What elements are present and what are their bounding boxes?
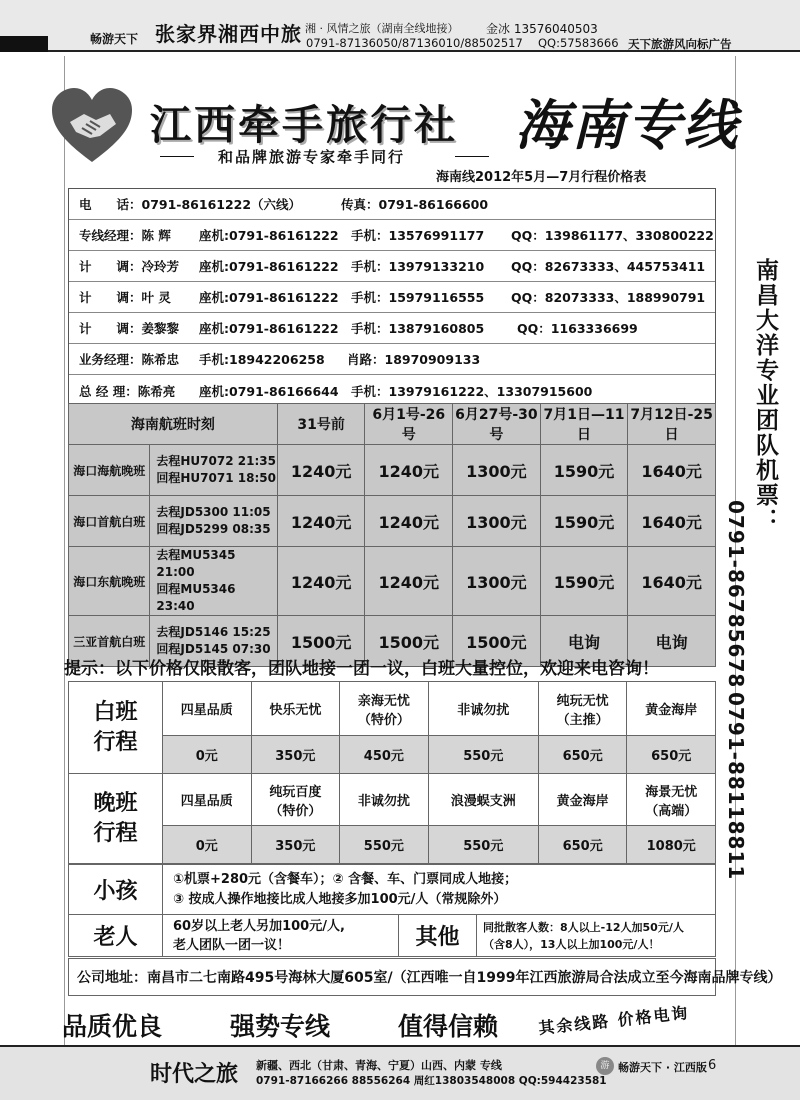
- contact-cell: 电 话：0791-86161222（六线）: [79, 197, 302, 212]
- day-itinerary-label: [69, 682, 163, 774]
- price-cell: 1500元: [365, 616, 453, 667]
- price-cell: 1590元: [540, 496, 628, 547]
- slogan-strong: 强势专线: [230, 1012, 331, 1041]
- top-ad-bar: [0, 0, 800, 52]
- price-cell: 1240元: [365, 496, 453, 547]
- package-title: 四星品质: [180, 703, 233, 718]
- side-phone-2: 0791-88118811: [724, 692, 748, 881]
- price-cell: 1640元: [628, 496, 716, 547]
- handshake-heart-icon: [52, 88, 132, 166]
- package-name: [251, 774, 340, 826]
- header-contact: 金冰 13576040503: [486, 22, 598, 36]
- price-cell: 电询: [540, 616, 628, 667]
- surcharge-table: [68, 864, 716, 957]
- package-title: 非诚勿扰: [357, 794, 410, 809]
- package-note: （高端）: [645, 803, 698, 819]
- page-number: 6: [708, 1058, 717, 1073]
- night-itinerary-label: [69, 774, 163, 864]
- package-name: [428, 774, 538, 826]
- price-table-subtitle: 海南线2012年5月—7月行程价格表: [436, 170, 647, 185]
- slogan-trust: 值得信赖: [398, 1012, 499, 1041]
- package-price: 650元: [538, 826, 627, 864]
- price-cell: 1300元: [453, 496, 541, 547]
- package-title: 亲海无忧: [357, 693, 410, 709]
- tagline-rule-right: [455, 156, 489, 157]
- outbound-flight: 去程HU7072 21:35: [156, 454, 276, 468]
- contact-cell: 总 经 理：陈希亮: [79, 383, 176, 399]
- company-address: 公司地址：南昌市二七南路495号海林大厦605室/（江西唯一自1999年江西旅游局合法成立至今海南品牌专线）: [68, 958, 716, 996]
- contact-list: [68, 188, 716, 407]
- contact-cell: 手机：13979161222、13307915600: [351, 383, 593, 399]
- contact-row: [69, 251, 715, 282]
- package-title: 黄金海岸: [556, 794, 609, 809]
- flight-times: [150, 547, 277, 616]
- package-price: 650元: [538, 736, 627, 774]
- other-label: 其他: [399, 915, 477, 957]
- contact-cell: 专线经理：陈 辉: [79, 228, 171, 243]
- price-cell: 1500元: [277, 616, 365, 667]
- package-name: [538, 774, 627, 826]
- header-slogan: 天下旅游风向标广告: [628, 37, 732, 51]
- package-price: 350元: [251, 826, 340, 864]
- outbound-flight: 去程JD5146 15:25: [156, 625, 271, 639]
- flight-price-table: [68, 403, 716, 667]
- label-line: 晚班: [93, 790, 138, 816]
- table-row: [69, 865, 716, 915]
- contact-cell: 座机:0791-86161222: [199, 259, 339, 274]
- package-price: 550元: [340, 826, 429, 864]
- header-title: 张家界湘西中旅: [155, 22, 302, 46]
- contact-cell: 计 调：冷玲芳: [79, 259, 180, 274]
- outbound-flight: 去程JD5300 11:05: [156, 505, 271, 519]
- package-note: （特价）: [357, 712, 410, 728]
- footer-brand: 畅游天下 · 江西版: [618, 1061, 707, 1074]
- label-line: 行程: [93, 820, 138, 846]
- header-dark-block: [0, 36, 48, 52]
- package-price: 550元: [428, 736, 538, 774]
- package-price: 350元: [251, 736, 340, 774]
- side-ad: [740, 258, 796, 858]
- side-phone-1: 0791-86785678: [724, 500, 748, 689]
- package-title: 纯玩百度: [269, 784, 322, 800]
- tagline-rule-left: [160, 156, 194, 157]
- package-title: 四星品质: [180, 794, 233, 809]
- contact-row: [69, 375, 715, 406]
- contact-cell: 手机：13879160805: [351, 321, 485, 336]
- package-note: （主推）: [556, 712, 609, 728]
- return-flight: 回程HU7071 18:50: [156, 471, 276, 485]
- footer-title: 时代之旅: [150, 1062, 239, 1087]
- header-line2: 0791-87136050/87136010/88502517: [306, 36, 523, 50]
- other-routes-note: 其余线路 价格电询: [537, 1003, 691, 1038]
- contact-row: [69, 344, 715, 375]
- policy-line: 60岁以上老人另加100元/人,: [173, 918, 345, 934]
- package-name: [251, 682, 340, 736]
- table-row: [69, 736, 716, 774]
- price-cell: 1300元: [453, 445, 541, 496]
- outbound-flight: 去程MU5345 21:00: [156, 548, 236, 579]
- package-title: 非诚勿扰: [457, 703, 510, 718]
- contact-cell: 手机：13979133210: [351, 259, 485, 274]
- footer-ad-bar: [0, 1045, 800, 1100]
- price-cell: 1240元: [277, 445, 365, 496]
- price-cell: 1640元: [628, 547, 716, 616]
- package-price: 1080元: [627, 826, 716, 864]
- package-name: [627, 774, 716, 826]
- price-cell: 1240元: [365, 547, 453, 616]
- package-title: 浪漫蜈支洲: [450, 794, 516, 809]
- contact-cell: QQ：82073333、188990791: [511, 290, 706, 305]
- policy-line: 老人团队一团一议！: [173, 937, 291, 953]
- other-policy: [477, 915, 716, 957]
- return-flight: 回程MU5346 23:40: [156, 582, 236, 613]
- table-header: 7月1日—11日: [540, 404, 628, 445]
- footer-line2: 0791-87166266 88556264 周红13803548008 QQ:594423581: [256, 1075, 607, 1087]
- contact-cell: 传真：0791-86166600: [341, 197, 489, 212]
- contact-cell: QQ：82673333、445753411: [511, 259, 706, 274]
- package-name: [428, 682, 538, 736]
- price-cell: 电询: [628, 616, 716, 667]
- elderly-policy: [163, 915, 399, 957]
- table-row: [69, 445, 716, 496]
- package-title: 快乐无忧: [269, 703, 322, 718]
- contact-row: [69, 313, 715, 344]
- price-cell: 1300元: [453, 547, 541, 616]
- contact-cell: QQ：139861177、330800222: [511, 228, 714, 243]
- price-cell: 1500元: [453, 616, 541, 667]
- contact-row: [69, 220, 715, 251]
- price-cell: 1240元: [365, 445, 453, 496]
- contact-cell: QQ：1163336699: [517, 321, 638, 336]
- contact-cell: 座机:0791-86166644: [199, 383, 339, 399]
- package-price: 0元: [163, 826, 252, 864]
- table-row: [69, 774, 716, 826]
- table-row: [69, 915, 716, 957]
- package-price: 650元: [627, 736, 716, 774]
- contact-cell: 手机:18942206258: [199, 352, 325, 367]
- elderly-label: 老人: [69, 915, 163, 957]
- package-name: [538, 682, 627, 736]
- table-header-row: [69, 404, 716, 445]
- contact-cell: 计 调：姜黎黎: [79, 321, 180, 336]
- contact-cell: 手机：13576991177: [351, 228, 485, 243]
- table-row: [69, 496, 716, 547]
- package-note: （特价）: [269, 803, 322, 819]
- table-header: 7月12日-25日: [628, 404, 716, 445]
- flight-route: 海口东航晚班: [69, 547, 150, 616]
- table-row: [69, 826, 716, 864]
- flight-times: [150, 496, 277, 547]
- flight-route: 三亚首航白班: [69, 616, 150, 667]
- notice-text: 提示：以下价格仅限散客，团队地接一团一议，白班大量控位，欢迎来电咨询！: [64, 659, 659, 679]
- table-header: 31号前: [277, 404, 365, 445]
- package-title: 海景无忧: [645, 784, 698, 800]
- package-price: 450元: [340, 736, 429, 774]
- package-title: 黄金海岸: [645, 703, 698, 718]
- itinerary-price-table: [68, 681, 716, 864]
- table-row: [69, 547, 716, 616]
- price-cell: 1590元: [540, 445, 628, 496]
- footer-line1: 新疆、西北（甘肃、青海、宁夏）山西、内蒙 专线: [256, 1059, 502, 1072]
- contact-cell: 座机:0791-86161222: [199, 321, 339, 336]
- price-cell: 1590元: [540, 547, 628, 616]
- policy-line: （含8人），13人以上加100元/人！: [483, 937, 660, 951]
- table-row: [69, 682, 716, 736]
- contact-cell: 计 调：叶 灵: [79, 290, 171, 305]
- package-name: [340, 774, 429, 826]
- contact-cell: 业务经理：陈希忠: [79, 352, 180, 367]
- contact-cell: 座机:0791-86161222: [199, 228, 339, 243]
- price-cell: 1240元: [277, 496, 365, 547]
- kids-policy: [163, 865, 716, 915]
- contact-cell: 手机：15979116555: [351, 290, 485, 305]
- label-line: 行程: [93, 729, 138, 755]
- side-ad-title: 南昌大洋专业团队机票：: [752, 258, 778, 533]
- kids-label: 小孩: [69, 865, 163, 915]
- contact-cell: 座机:0791-86161222: [199, 290, 339, 305]
- policy-line: ①机票+280元（含餐车）；② 含餐、车、门票同成人地接；: [173, 871, 518, 887]
- agency-name: 江西牵手旅行社: [150, 101, 458, 149]
- table-header: 6月1号-26号: [365, 404, 453, 445]
- label-line: 白班: [93, 699, 138, 725]
- table-header: 6月27号-30号: [453, 404, 541, 445]
- policy-line: 同批散客人数：8人以上-12人加50元/人: [483, 920, 684, 934]
- package-name: [627, 682, 716, 736]
- return-flight: 回程JD5145 07:30: [156, 642, 271, 656]
- table-header: 海南航班时刻: [69, 404, 278, 445]
- price-cell: 1240元: [277, 547, 365, 616]
- package-name: [163, 774, 252, 826]
- return-flight: 回程JD5299 08:35: [156, 522, 271, 536]
- header-small-label: 畅游天下: [90, 32, 139, 46]
- agency-tagline: 和品牌旅游专家牵手同行: [218, 148, 406, 166]
- header-line1: 湘 · 风情之旅（湖南全线地接）: [305, 22, 459, 35]
- contact-cell: 肖路：18970909133: [347, 352, 481, 367]
- package-name: [340, 682, 429, 736]
- package-price: 0元: [163, 736, 252, 774]
- package-title: 纯玩无忧: [556, 693, 609, 709]
- price-cell: 1640元: [628, 445, 716, 496]
- contact-row: [69, 282, 715, 313]
- flight-route: 海口首航白班: [69, 496, 150, 547]
- magazine-logo-icon: 游: [596, 1057, 614, 1075]
- package-name: [163, 682, 252, 736]
- headline: 海南专线: [515, 93, 739, 157]
- policy-line: ③ 按成人操作地接比成人地接多加100元/人（常规除外）: [173, 891, 507, 907]
- slogan-quality: 品质优良: [62, 1012, 163, 1041]
- package-price: 550元: [428, 826, 538, 864]
- flight-times: [150, 445, 277, 496]
- contact-row: [69, 189, 715, 220]
- flight-route: 海口海航晚班: [69, 445, 150, 496]
- header-qq: QQ:57583666: [538, 36, 619, 50]
